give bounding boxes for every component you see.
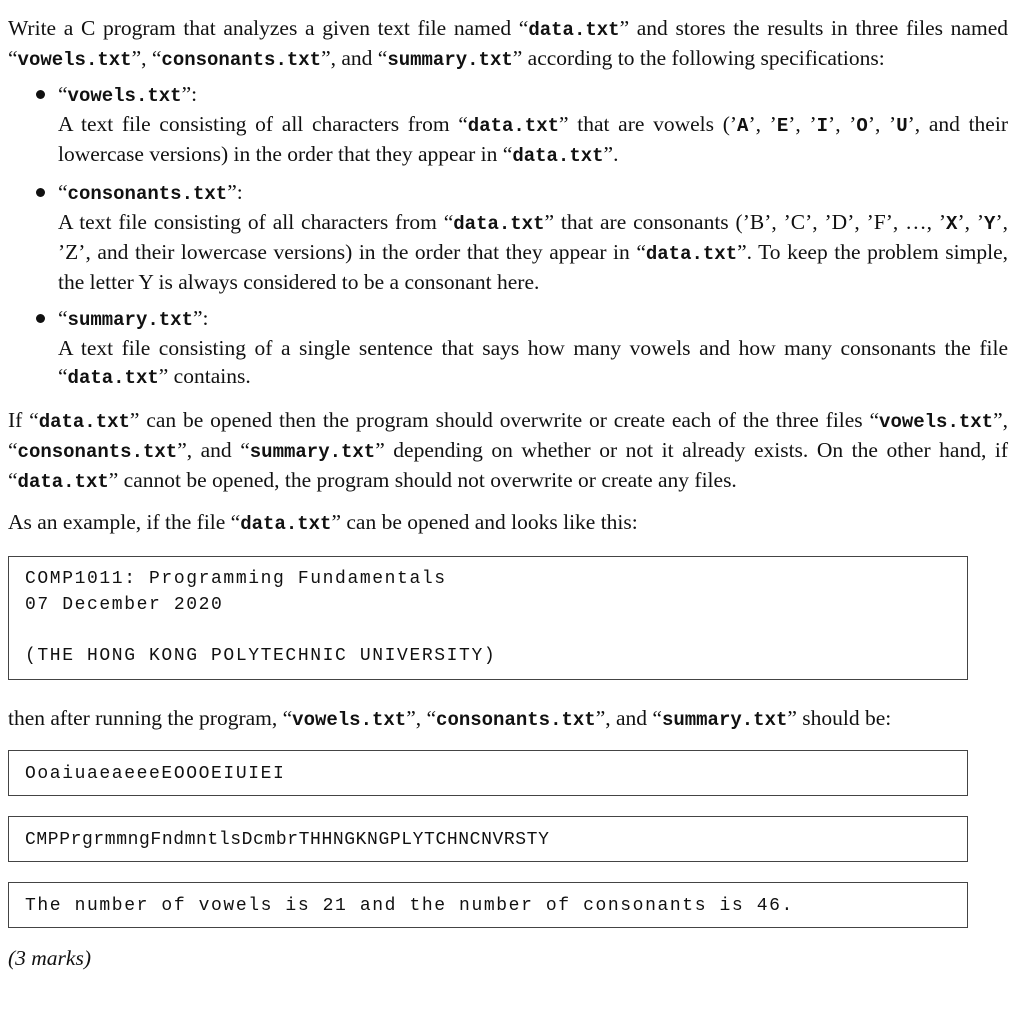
- consonants-output-box: [8, 816, 968, 862]
- intro-text: ” according to the following specifications:: [512, 46, 885, 70]
- intro-paragraph: [8, 14, 1008, 74]
- spec-title: “consonants.txt”:: [58, 180, 243, 205]
- example-intro: As an example, if the file “data.txt” can be opened and looks like this:: [8, 510, 638, 535]
- spec-list: [8, 80, 1008, 392]
- filename-summary: summary.txt: [387, 49, 513, 71]
- vowels-output-box: [8, 750, 968, 796]
- consonants-output: CMPPrgrmmngFndmntlsDcmbrTHHNGKNGPLYTCHNCNVRSTY: [25, 830, 550, 850]
- vowels-output: OoaiuaeaeeeEOOOEIUIEI: [25, 764, 286, 784]
- spec-description: A text file consisting of a single sentence that says how many vowels and how many consonants the file “data.txt” contains.: [58, 336, 1008, 389]
- behaviour-paragraph: If “data.txt” can be opened then the program should overwrite or create each of the three files “vowels.txt”, “consonants.txt”, and “summary.txt” depending on whether or not it already exists. On the other hand, if “data.txt” cannot be opened, the program should not overwrite or create any files.: [8, 408, 1008, 493]
- spec-title: “summary.txt”:: [58, 306, 209, 331]
- marks-label: (3 marks): [8, 946, 91, 970]
- filename-consonants: consonants.txt: [161, 49, 322, 71]
- spec-title: “vowels.txt”:: [58, 82, 198, 107]
- example-line: [25, 618, 951, 644]
- spec-description: A text file consisting of all characters from “data.txt” that are consonants (’B’, ’C’, ’D’, ’F’, …, ’X’, ’Y’, ’Z’, and their lowercase versions) in the order that they appear in “data.txt”. To keep the problem simple, the letter Y is always considered to be a consonant here.: [58, 210, 1008, 294]
- intro-text: ”, and “: [321, 46, 388, 70]
- intro-text: Write a C program that analyzes a given text file named “: [8, 16, 529, 40]
- spec-description: A text file consisting of all characters from “data.txt” that are vowels (’A’, ’E’, ’I’, ’O’, ’U’, and their lowercase versions) in the order that they appear in “data.txt”.: [58, 112, 1008, 167]
- spec-item-vowels: [34, 80, 1008, 170]
- summary-output-box: [8, 882, 968, 928]
- example-line: 07 December 2020: [25, 594, 224, 615]
- output-intro: then after running the program, “vowels.txt”, “consonants.txt”, and “summary.txt” should be:: [8, 706, 892, 731]
- example-line: (THE HONG KONG POLYTECHNIC UNIVERSITY): [25, 645, 497, 666]
- intro-text: ” and stores the results in three files named “: [8, 16, 1008, 70]
- example-line: COMP1011: Programming Fundamentals: [25, 569, 447, 589]
- summary-output: The number of vowels is 21 and the number of consonants is 46.: [25, 896, 794, 916]
- intro-text: ”, “: [131, 46, 162, 70]
- example-input-box: [8, 556, 968, 680]
- filename-data: data.txt: [528, 19, 620, 41]
- spec-item-consonants: [34, 178, 1008, 296]
- filename-vowels: vowels.txt: [17, 49, 132, 71]
- spec-item-summary: [34, 304, 1008, 392]
